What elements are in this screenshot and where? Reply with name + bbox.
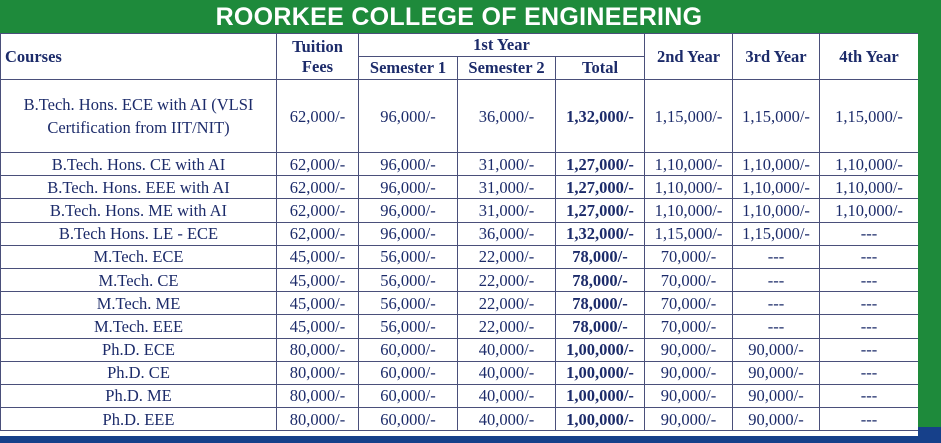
first-year-total: 1,27,000/- xyxy=(556,176,645,199)
header-total: Total xyxy=(556,57,645,80)
second-year-fee: 70,000/- xyxy=(645,245,733,268)
semester-1-fee: 60,000/- xyxy=(359,408,458,431)
semester-2-fee: 40,000/- xyxy=(458,361,556,384)
first-year-total: 1,00,000/- xyxy=(556,361,645,384)
tuition-fee: 62,000/- xyxy=(277,222,359,245)
fourth-year-fee: 1,10,000/- xyxy=(820,153,919,176)
course-name: Ph.D. EEE xyxy=(1,408,277,431)
course-name: B.Tech. Hons. ME with AI xyxy=(1,199,277,222)
semester-2-fee: 31,000/- xyxy=(458,176,556,199)
first-year-total: 78,000/- xyxy=(556,245,645,268)
semester-2-fee: 36,000/- xyxy=(458,222,556,245)
third-year-fee: --- xyxy=(733,245,820,268)
second-year-fee: 70,000/- xyxy=(645,292,733,315)
table-row xyxy=(1,153,919,176)
third-year-fee: 1,10,000/- xyxy=(733,153,820,176)
course-name: B.Tech. Hons. EEE with AI xyxy=(1,176,277,199)
header-second-year: 2nd Year xyxy=(645,34,733,80)
semester-1-fee: 60,000/- xyxy=(359,338,458,361)
semester-1-fee: 56,000/- xyxy=(359,292,458,315)
header-fourth-year: 4th Year xyxy=(820,34,919,80)
fourth-year-fee: --- xyxy=(820,292,919,315)
second-year-fee: 90,000/- xyxy=(645,408,733,431)
third-year-fee: 90,000/- xyxy=(733,338,820,361)
header-tuition-fees xyxy=(277,34,359,80)
fourth-year-fee: 1,10,000/- xyxy=(820,199,919,222)
semester-1-fee: 96,000/- xyxy=(359,176,458,199)
second-year-fee: 1,10,000/- xyxy=(645,199,733,222)
table-row xyxy=(1,268,919,291)
semester-1-fee: 96,000/- xyxy=(359,222,458,245)
semester-1-fee: 96,000/- xyxy=(359,199,458,222)
second-year-fee: 1,10,000/- xyxy=(645,153,733,176)
right-green-band xyxy=(915,30,941,443)
fourth-year-fee: 1,15,000/- xyxy=(820,80,919,153)
semester-1-fee: 56,000/- xyxy=(359,245,458,268)
fourth-year-fee: --- xyxy=(820,222,919,245)
semester-2-fee: 22,000/- xyxy=(458,268,556,291)
semester-1-fee: 60,000/- xyxy=(359,384,458,407)
semester-1-fee: 56,000/- xyxy=(359,268,458,291)
third-year-fee: 1,10,000/- xyxy=(733,199,820,222)
first-year-total: 1,32,000/- xyxy=(556,222,645,245)
course-name: M.Tech. ECE xyxy=(1,245,277,268)
course-name: M.Tech. EEE xyxy=(1,315,277,338)
table-row xyxy=(1,222,919,245)
tuition-fee: 62,000/- xyxy=(277,153,359,176)
semester-2-fee: 22,000/- xyxy=(458,245,556,268)
third-year-fee: 90,000/- xyxy=(733,384,820,407)
tuition-fee: 45,000/- xyxy=(277,245,359,268)
course-name: Ph.D. ME xyxy=(1,384,277,407)
header-semester-1: Semester 1 xyxy=(359,57,458,80)
table-row xyxy=(1,245,919,268)
tuition-fee: 80,000/- xyxy=(277,361,359,384)
table-row xyxy=(1,80,919,153)
table-row xyxy=(1,315,919,338)
third-year-fee: 1,15,000/- xyxy=(733,80,820,153)
header-fees: Fees xyxy=(301,56,334,76)
first-year-total: 1,00,000/- xyxy=(556,408,645,431)
fourth-year-fee: --- xyxy=(820,384,919,407)
header-first-year: 1st Year xyxy=(359,34,645,57)
header-tuition: Tuition xyxy=(292,36,343,56)
first-year-total: 1,27,000/- xyxy=(556,153,645,176)
course-name: B.Tech. Hons. ECE with AI (VLSI Certification from IIT/NIT) xyxy=(1,80,277,153)
semester-1-fee: 96,000/- xyxy=(359,80,458,153)
course-name: Ph.D. CE xyxy=(1,361,277,384)
third-year-fee: --- xyxy=(733,268,820,291)
semester-2-fee: 31,000/- xyxy=(458,153,556,176)
semester-2-fee: 40,000/- xyxy=(458,384,556,407)
header-courses: Courses xyxy=(1,34,277,80)
tuition-fee: 45,000/- xyxy=(277,315,359,338)
fourth-year-fee: --- xyxy=(820,361,919,384)
table-row xyxy=(1,408,919,431)
semester-2-fee: 22,000/- xyxy=(458,315,556,338)
table-row xyxy=(1,384,919,407)
tuition-fee: 62,000/- xyxy=(277,199,359,222)
tuition-fee: 80,000/- xyxy=(277,408,359,431)
fourth-year-fee: --- xyxy=(820,268,919,291)
table-row xyxy=(1,338,919,361)
course-name: M.Tech. CE xyxy=(1,268,277,291)
first-year-total: 78,000/- xyxy=(556,268,645,291)
third-year-fee: 90,000/- xyxy=(733,361,820,384)
third-year-fee: --- xyxy=(733,292,820,315)
tuition-fee: 45,000/- xyxy=(277,292,359,315)
second-year-fee: 1,15,000/- xyxy=(645,222,733,245)
table-row xyxy=(1,292,919,315)
second-year-fee: 70,000/- xyxy=(645,315,733,338)
table-row xyxy=(1,176,919,199)
semester-2-fee: 22,000/- xyxy=(458,292,556,315)
first-year-total: 1,27,000/- xyxy=(556,199,645,222)
course-name: M.Tech. ME xyxy=(1,292,277,315)
third-year-fee: --- xyxy=(733,315,820,338)
course-name: B.Tech Hons. LE - ECE xyxy=(1,222,277,245)
tuition-fee: 62,000/- xyxy=(277,176,359,199)
first-year-total: 1,32,000/- xyxy=(556,80,645,153)
third-year-fee: 1,10,000/- xyxy=(733,176,820,199)
first-year-total: 78,000/- xyxy=(556,292,645,315)
second-year-fee: 90,000/- xyxy=(645,338,733,361)
second-year-fee: 70,000/- xyxy=(645,268,733,291)
tuition-fee: 80,000/- xyxy=(277,384,359,407)
course-name: Ph.D. ECE xyxy=(1,338,277,361)
semester-2-fee: 36,000/- xyxy=(458,80,556,153)
first-year-total: 78,000/- xyxy=(556,315,645,338)
semester-1-fee: 96,000/- xyxy=(359,153,458,176)
first-year-total: 1,00,000/- xyxy=(556,384,645,407)
semester-2-fee: 40,000/- xyxy=(458,338,556,361)
second-year-fee: 90,000/- xyxy=(645,384,733,407)
second-year-fee: 90,000/- xyxy=(645,361,733,384)
third-year-fee: 1,15,000/- xyxy=(733,222,820,245)
table-row xyxy=(1,199,919,222)
semester-1-fee: 56,000/- xyxy=(359,315,458,338)
third-year-fee: 90,000/- xyxy=(733,408,820,431)
table-row xyxy=(1,361,919,384)
header-semester-2: Semester 2 xyxy=(458,57,556,80)
page-title: ROORKEE COLLEGE OF ENGINEERING xyxy=(0,0,918,33)
fourth-year-fee: --- xyxy=(820,315,919,338)
fourth-year-fee: --- xyxy=(820,245,919,268)
fourth-year-fee: --- xyxy=(820,338,919,361)
second-year-fee: 1,10,000/- xyxy=(645,176,733,199)
semester-1-fee: 60,000/- xyxy=(359,361,458,384)
semester-2-fee: 31,000/- xyxy=(458,199,556,222)
tuition-fee: 80,000/- xyxy=(277,338,359,361)
semester-2-fee: 40,000/- xyxy=(458,408,556,431)
fourth-year-fee: 1,10,000/- xyxy=(820,176,919,199)
header-third-year: 3rd Year xyxy=(733,34,820,80)
fee-table xyxy=(0,33,918,431)
second-year-fee: 1,15,000/- xyxy=(645,80,733,153)
first-year-total: 1,00,000/- xyxy=(556,338,645,361)
course-name: B.Tech. Hons. CE with AI xyxy=(1,153,277,176)
fourth-year-fee: --- xyxy=(820,408,919,431)
tuition-fee: 62,000/- xyxy=(277,80,359,153)
tuition-fee: 45,000/- xyxy=(277,268,359,291)
